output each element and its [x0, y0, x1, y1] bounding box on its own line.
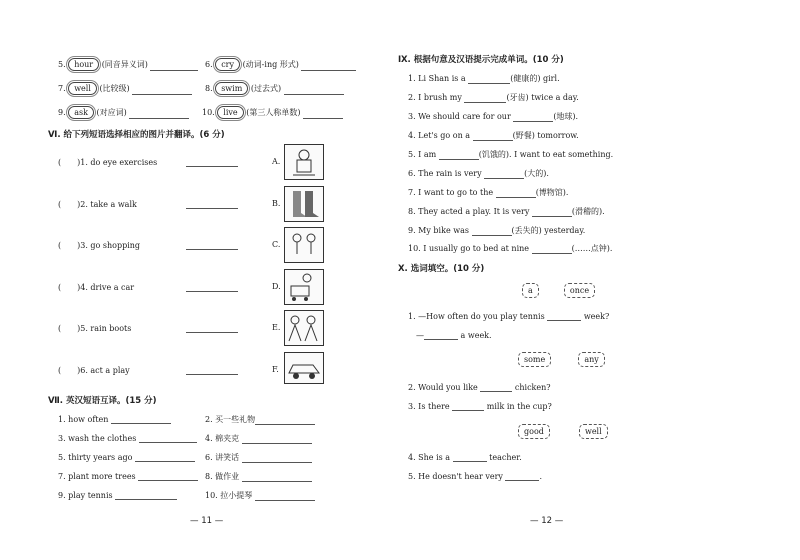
sec9-q3: 3. We should care for our (地球). [408, 112, 579, 121]
word-choice: once [564, 283, 595, 298]
word-cloud: hour [68, 58, 99, 71]
sec7-row: 8. 做作业 [205, 471, 312, 482]
sec6-q5: ( )5. rain boots [58, 324, 132, 333]
answer-line[interactable] [186, 240, 238, 250]
section-10-title: Ⅹ. 选词填空。(10 分) [398, 264, 485, 274]
item-9: 9. ask (对应词) [58, 106, 189, 119]
section-7-title: Ⅶ. 英汉短语互译。(15 分) [48, 396, 157, 406]
answer-line[interactable] [303, 109, 343, 119]
sec6-q1: ( )1. do eye exercises [58, 158, 158, 167]
answer-line[interactable] [186, 323, 238, 333]
word-box-3 [518, 424, 608, 439]
sec6-q3: ( )3. go shopping [58, 241, 141, 250]
answer-line[interactable] [301, 61, 356, 71]
word-choice: some [518, 352, 551, 367]
sec9-q4: 4. Let's go on a (野餐) tomorrow. [408, 131, 579, 140]
word-cloud: ask [68, 106, 94, 119]
word-choice: a [522, 283, 539, 298]
opt-c: C. [272, 240, 281, 249]
sec10-q3: 3. Is there milk in the cup? [408, 402, 552, 411]
sec9-q1: 1. Li Shan is a (健康的) girl. [408, 74, 560, 83]
word-cloud: swim [215, 82, 248, 95]
sec10-q1: 1. —How often do you play tennis week? [408, 312, 610, 321]
section-9-title: Ⅸ. 根据句意及汉语提示完成单词。(10 分) [398, 55, 564, 65]
page-number-right: — 12 — [530, 516, 564, 526]
sec7-row: 10. 拉小提琴 [205, 490, 315, 501]
walk-picture [284, 310, 324, 346]
sec9-q8: 8. They acted a play. It is very (滑稽的). [408, 207, 605, 216]
answer-line[interactable] [150, 61, 198, 71]
answer-line[interactable] [132, 85, 192, 95]
opt-b: B. [272, 199, 281, 208]
sec6-q4: ( )4. drive a car [58, 283, 135, 292]
word-cloud: live [217, 106, 243, 119]
section-6-title: Ⅵ. 给下列短语选择相应的图片并翻译。(6 分) [48, 130, 225, 140]
sec10-q5: 5. He doesn't hear very . [408, 472, 543, 481]
sec7-row: 3. wash the clothes [58, 433, 197, 443]
sec6-q2: ( )2. take a walk [58, 200, 137, 209]
word-choice: any [578, 352, 604, 367]
sec9-q9: 9. My bike was (丢失的) yesterday. [408, 226, 586, 235]
shopping-picture [284, 269, 324, 305]
page-number-left: — 11 — [190, 516, 224, 526]
opt-e: E. [272, 323, 281, 332]
word-cloud: cry [215, 58, 240, 71]
sec7-row: 2. 买一些礼物 [205, 414, 315, 425]
car-picture [284, 352, 324, 384]
rain-boots-picture [284, 186, 324, 222]
answer-line[interactable] [186, 365, 238, 375]
word-choice: good [518, 424, 550, 439]
sec7-row: 9. play tennis [58, 490, 177, 500]
sec9-q5: 5. I am (饥饿的). I want to eat something. [408, 150, 614, 159]
answer-line[interactable] [186, 199, 238, 209]
sec10-q4: 4. She is a teacher. [408, 453, 522, 462]
word-choice: well [579, 424, 608, 439]
acting-picture [284, 227, 324, 263]
sec7-row: 6. 讲笑话 [205, 452, 312, 463]
sec9-q7: 7. I want to go to the (博物馆). [408, 188, 569, 197]
opt-d: D. [272, 282, 281, 291]
word-box-2 [518, 352, 605, 367]
eye-exercise-picture [284, 144, 324, 180]
answer-line[interactable] [284, 85, 344, 95]
sec7-row: 4. 棉夹克 [205, 433, 312, 444]
item-6: 6. cry (动词-ing 形式) [205, 58, 356, 71]
sec7-row: 1. how often [58, 414, 171, 424]
word-box-1 [522, 283, 595, 298]
sec7-row: 7. plant more trees [58, 471, 198, 481]
opt-f: F. [272, 365, 279, 374]
sec6-q6: ( )6. act a play [58, 366, 130, 375]
sec9-q6: 6. The rain is very (大的). [408, 169, 549, 178]
answer-line[interactable] [129, 109, 189, 119]
answer-line[interactable] [186, 157, 238, 167]
item-8: 8. swim (过去式) [205, 82, 344, 95]
item-7: 7. well (比较级) [58, 82, 192, 95]
word-cloud: well [68, 82, 97, 95]
sec7-row: 5. thirty years ago [58, 452, 195, 462]
answer-line[interactable] [186, 282, 238, 292]
sec9-q2: 2. I brush my (牙齿) twice a day. [408, 93, 579, 102]
sec9-q10: 10. I usually go to bed at nine (……点钟). [408, 244, 613, 253]
sec10-q1-answer: — a week. [416, 331, 492, 340]
opt-a: A. [272, 157, 281, 166]
sec10-q2: 2. Would you like chicken? [408, 383, 551, 392]
item-5: 5. hour (同音异义词) [58, 58, 198, 71]
item-10: 10. live (第三人称单数) [202, 106, 343, 119]
